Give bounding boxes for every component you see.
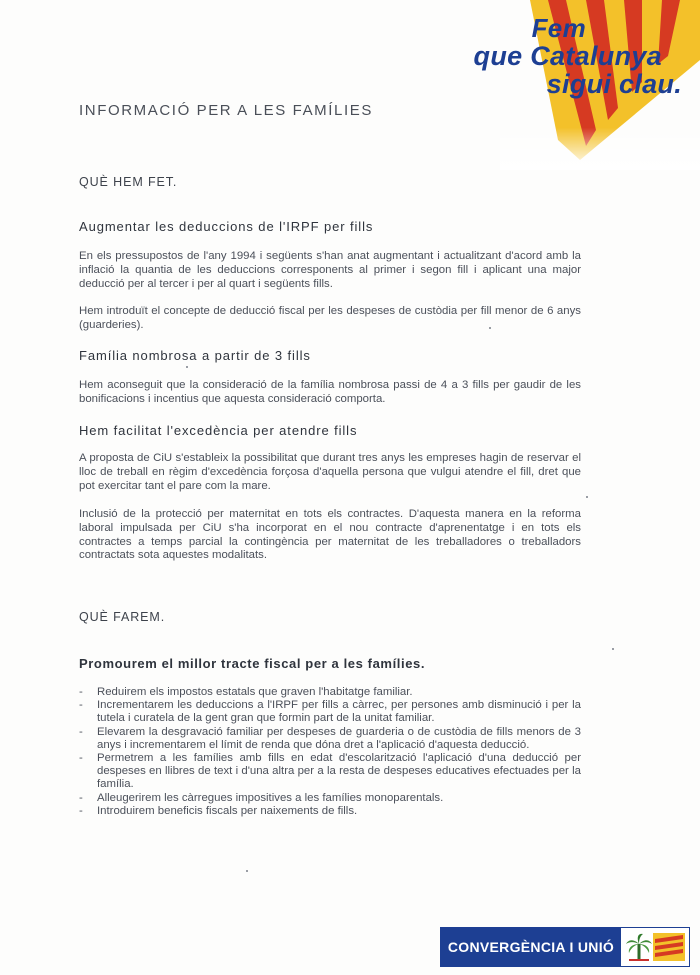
list-item: - Reduirem els impostos estatals que graven l'habitatge familiar. xyxy=(79,686,581,699)
document-title: INFORMACIÓ PER A LES FAMÍLIES xyxy=(79,102,373,119)
paragraph-custody-deduction: Hem introduït el concepte de deducció fiscal per les despeses de custòdia per fill menor de 6 anys (guarderies). xyxy=(79,305,581,331)
paragraph-leave-of-absence: A proposta de CiU s'estableix la possibilitat que durant tres anys les empreses hagin de reservar el lloc de treball en règim d'excedència forçosa d'aquella persona que vulgui atendre el fill, dret que pot exercitar tant el pare com la mare. xyxy=(79,452,581,492)
subheading-fiscal-treatment: Promourem el millor tracte fiscal per a les famílies. xyxy=(79,656,426,671)
list-item: - Incrementarem les deduccions a l'IRPF per fills a càrrec, per persones amb disminució i per la tutela i curatela de la gent gran que formin part de la unitat familiar. xyxy=(79,699,581,725)
party-name: CONVERGÈNCIA I UNIÓ xyxy=(441,928,621,966)
scan-speck xyxy=(246,870,248,872)
scan-speck xyxy=(186,366,188,368)
paragraph-large-family: Hem aconseguit que la consideració de la família nombrosa passi de 4 a 3 fills per gaudir de les bonificacions i incentius que aquesta consideració comporta. xyxy=(79,379,581,405)
slogan-line-1: Fem xyxy=(531,13,586,43)
proposals-list xyxy=(79,686,581,818)
palm-tree-icon xyxy=(625,932,653,962)
party-emblems xyxy=(621,928,689,966)
list-item: - Elevarem la desgravació familiar per despeses de guarderia o de custòdia de fills menors de 3 anys i incrementarem el límit de renda que dóna dret a l'aplicació d'aquesta deducció. xyxy=(79,726,581,752)
campaign-slogan xyxy=(474,14,682,98)
subheading-irpf-deductions: Augmentar les deduccions de l'IRPF per fills xyxy=(79,219,374,234)
paragraph-irpf-1994: En els pressupostos de l'any 1994 i següents s'han anat augmentant i actualitzant d'acord amb la inflació la quantia de les deduccions corresponents al primer i segon fill i aplicant una major deducció per al tercer i per al quart i següents fills. xyxy=(79,250,581,290)
section-heading-what-we-will-do: QUÈ FAREM. xyxy=(79,610,166,624)
scan-speck xyxy=(586,496,588,498)
subheading-leave-of-absence: Hem facilitat l'excedència per atendre fills xyxy=(79,423,358,438)
list-item: - Permetrem a les famílies amb fills en edat d'escolarització l'aplicació d'una deducció per despeses en llibres de text i d'una altra per a la resta de despeses educatives efectuades per la família. xyxy=(79,752,581,792)
scan-speck xyxy=(612,648,614,650)
slogan-line-3: sigui clau. xyxy=(546,69,682,99)
list-item: - Alleugerirem les càrregues impositives a les famílies monoparentals. xyxy=(79,792,581,805)
slogan-line-2: que Catalunya xyxy=(473,41,662,71)
subheading-large-family: Família nombrosa a partir de 3 fills xyxy=(79,348,311,363)
party-logo-footer xyxy=(440,927,690,967)
section-heading-what-we-did: QUÈ HEM FET. xyxy=(79,175,178,189)
paragraph-maternity-protection: Inclusió de la protecció per maternitat en tots els contractes. D'aquesta manera en la reforma laboral impulsada per CiU s'ha incorporat en el nou contracte d'aprenentatge i en tots els contractes a temps parcial la contingència per maternitat de les treballadores o treballadors contractats sota aquestes modalitats. xyxy=(79,508,581,562)
list-item: - Introduirem beneficis fiscals per naixements de fills. xyxy=(79,805,581,818)
stripes-emblem-icon xyxy=(653,933,685,961)
scan-speck xyxy=(489,327,491,329)
